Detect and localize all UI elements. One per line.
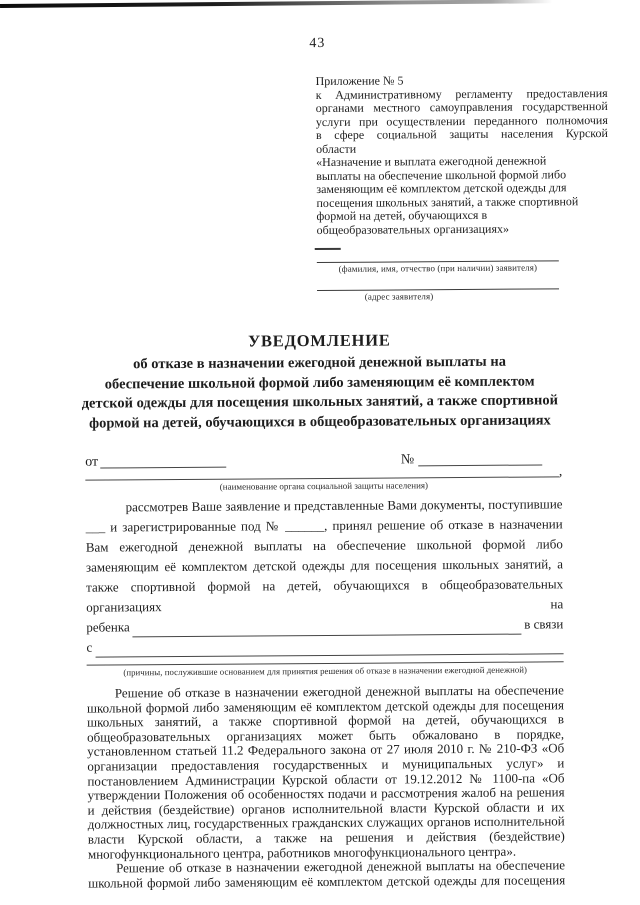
appendix-reference-block: [316, 73, 609, 237]
notice-heading: УВЕДОМЛЕНИЕ: [247, 330, 391, 351]
notice-subtitle-line: обеспечение школьной формой либо заменяющим её комплектом: [104, 373, 535, 393]
date-label: от: [85, 454, 99, 470]
trailing-comma: ,: [558, 464, 563, 480]
appendix-line: услуги при осуществлении переданного полномочия: [315, 112, 608, 129]
child-fill-line: [133, 619, 522, 638]
notice-title-block: [39, 329, 600, 434]
decision-paragraph: рассмотрев Ваше заявление и представленные Вами документы, поступившие ___ и зарегистрированные под № ______, принял решение об отказе в назначении Вам ежегодной денежной выплаты на обеспечение школьной формой либо заменяющим её комплектом детской одежды для посещения школьных занятий, а также спортивной формой на детей, обучающихся в общеобразовательных организациях на: [85, 496, 564, 615]
child-label: ребенка: [86, 619, 130, 635]
applicant-name-field: [317, 249, 559, 274]
appendix-line: выплаты на обеспечение школьной формой либо: [316, 166, 567, 183]
connector-label: в связи: [524, 616, 564, 632]
appeal-paragraph: Решение об отказе в назначении ежегодной денежной выплаты на обеспечение школьной формой либо заменяющим её комплектом детской одежды для посещения школьных занятий, а также спортивной формой на детей, обучающихся в общеобразовательных организациях может быть обжаловано в порядке, установленном статьей 11.2 Федерального закона от 27 июля 2010 г. № 210-ФЗ «Об организации предоставления государственных и муниципальных услуг» и постановлением Администрации Курской области от 19.12.2012 № 1100-па «Об утверждении Положения об особенностях подачи и рассмотрения жалоб на решения и действия (бездействие) органов исполнительной власти Курской области и их должностных лиц, государственных гражданских служащих органов исполнительной власти Курской области, а также на решения и действия (бездействие) многофункционального центра, работников многофункционального центра».: [86, 682, 565, 862]
applicant-name-caption: (фамилия, имя, отчество (при наличии) заявителя): [338, 262, 538, 274]
applicant-address-field: [317, 277, 559, 302]
notice-subtitle-line: об отказе в назначении ежегодной денежной выплаты на: [133, 353, 506, 373]
applicant-address-caption: (адрес заявителя): [364, 291, 434, 302]
org-name-line: [85, 464, 559, 480]
number-label: №: [400, 452, 415, 468]
appendix-line: посещения школьных занятий, а также спортивной: [316, 193, 579, 210]
signature-dash: [315, 248, 341, 250]
appendix-line: заменяющим её комплектом детской одежды для: [316, 180, 567, 197]
appendix-line: органами местного самоуправления государственной: [315, 98, 608, 116]
appendix-line: к Административному регламенту предоставления: [315, 85, 608, 102]
appendix-line: области: [315, 141, 357, 156]
reasons-caption: (причины, послужившие основанием для принятия решения об отказе в назначении ежегодной денежной): [123, 664, 528, 678]
document-body: [85, 494, 565, 891]
notice-subtitle: [39, 352, 600, 434]
org-name-caption: (наименование органа социальной защиты населения): [219, 480, 429, 492]
reason-prefix: с: [86, 639, 93, 655]
appendix-line: «Назначение и выплата ежегодной денежной: [316, 153, 547, 170]
notice-subtitle-line: формой на детей, обучающихся в общеобразовательных организациях: [89, 412, 551, 432]
reason-blank-row: [86, 634, 563, 657]
appendix-line: в сфере социальной защиты населения Курской: [315, 125, 608, 143]
reason-fill-line: [95, 638, 563, 657]
appendix-line: общеобразовательных организациях»: [316, 221, 509, 237]
appendix-line: формой на детей, обучающихся в: [316, 207, 488, 224]
notice-subtitle-line: детской одежды для посещения школьных занятий, а также спортивной: [81, 392, 558, 412]
closing-paragraph: Решение об отказе в назначении ежегодной денежной выплаты на обеспечение школьной формой либо заменяющим её комплектом детской одежды для посещения: [88, 857, 566, 891]
page-number: 43: [309, 35, 326, 52]
child-blank-row: [86, 614, 563, 637]
org-name-row: [85, 464, 562, 480]
appendix-line: Приложение № 5: [315, 73, 404, 89]
